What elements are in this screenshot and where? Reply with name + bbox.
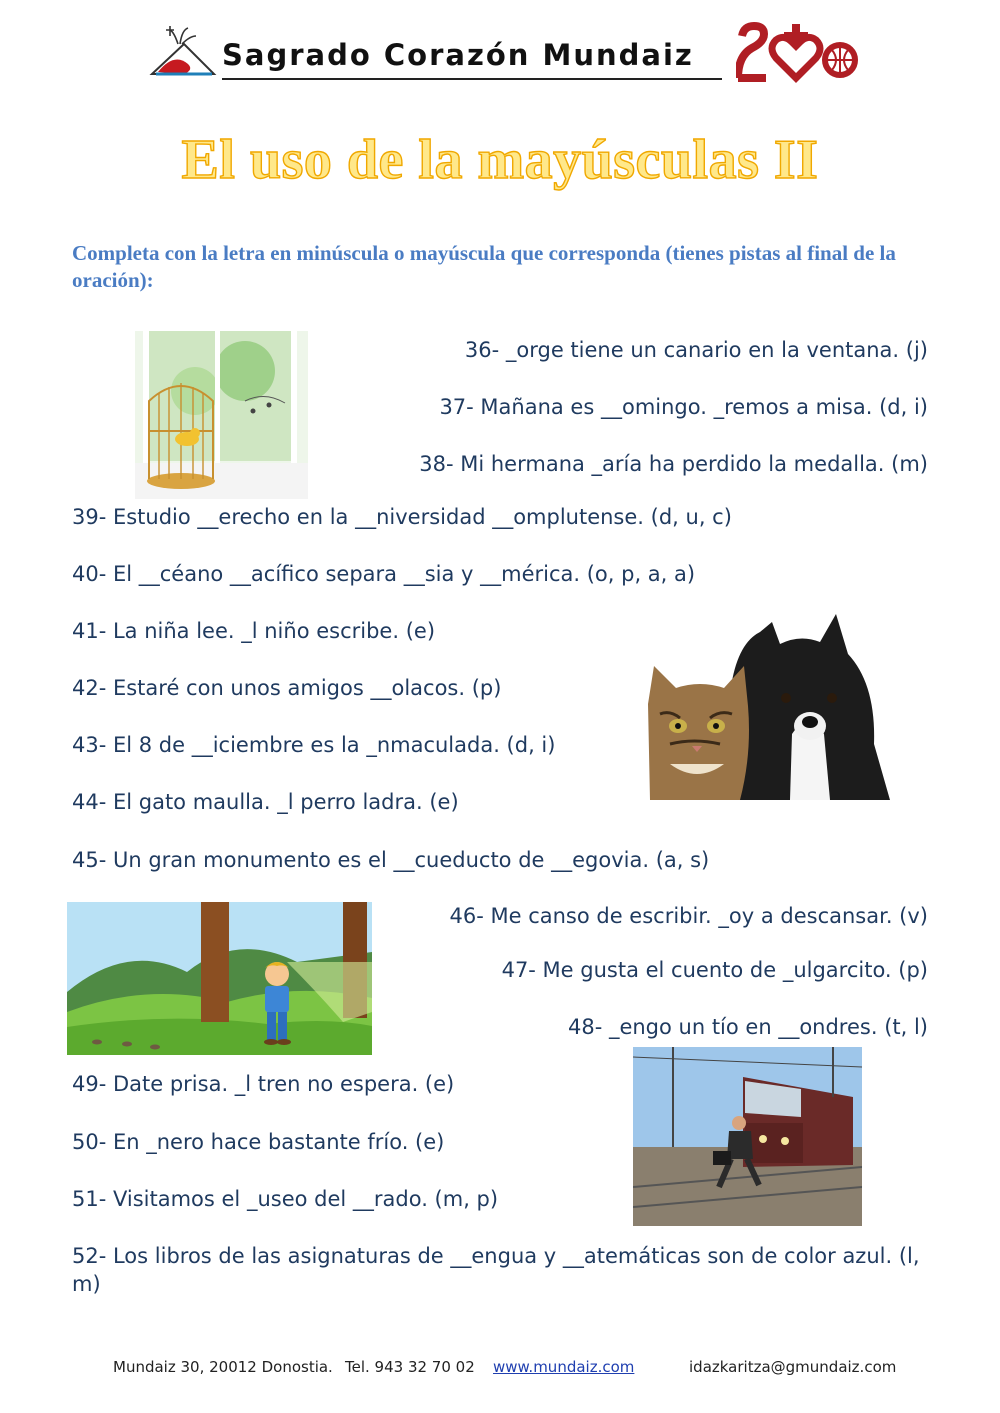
exercise-40: 40- El __céano __acífico separa __sia y __mérica. (o, p, a, a): [72, 562, 696, 586]
exercise-43: 43- El 8 de __iciembre es la _nmaculada. (d, i): [72, 733, 556, 757]
footer-address: Mundaiz 30, 20012 Donostia.: [113, 1358, 333, 1376]
forest-image: [67, 902, 372, 1055]
exercise-48: 48- _engo un tío en __ondres. (t, l): [567, 1015, 928, 1039]
exercise-39: 39- Estudio __erecho en la __niversidad __omplutense. (d, u, c): [72, 505, 732, 529]
exercise-42: 42- Estaré con unos amigos __olacos. (p): [72, 676, 502, 700]
school-name: Sagrado Corazón Mundaiz: [222, 38, 694, 72]
exercise-41: 41- La niña lee. _l niño escribe. (e): [72, 619, 436, 643]
page-title: El uso de la mayúsculas II: [181, 129, 819, 191]
instructions: Completa con la letra en minúscula o mayúscula que corresponda (tienes pistas al final de la oración):: [72, 241, 896, 292]
exercise-51: 51- Visitamos el _useo del __rado. (m, p): [72, 1187, 499, 1211]
exercise-44: 44- El gato maulla. _l perro ladra. (e): [72, 790, 459, 814]
exercise-38: 38- Mi hermana _aría ha perdido la medalla. (m): [419, 452, 928, 476]
exercise-36: 36- _orge tiene un canario en la ventana. (j): [464, 338, 928, 362]
exercise-47: 47- Me gusta el cuento de _ulgarcito. (p): [501, 958, 928, 982]
exercise-46: 46- Me canso de escribir. _oy a descansar. (v): [449, 904, 928, 928]
anniversary-logo: [736, 22, 858, 84]
footer-email: idazkaritza@gmundaiz.com: [689, 1358, 897, 1376]
exercise-49: 49- Date prisa. _l tren no espera. (e): [72, 1072, 455, 1096]
canary-image: [135, 331, 308, 499]
exercise-45: 45- Un gran monumento es el __cueducto de __egovia. (a, s): [72, 848, 710, 872]
exercise-52: 52- Los libros de las asignaturas de __engua y __atemáticas son de color azul. (l, m): [72, 1244, 920, 1296]
school-logo: [148, 24, 218, 84]
train-image: [633, 1047, 862, 1226]
exercise-37: 37- Mañana es __omingo. _remos a misa. (d, i): [439, 395, 928, 419]
pets-image: [640, 614, 894, 800]
footer-phone: Tel. 943 32 70 02: [345, 1358, 475, 1376]
header-divider: [222, 78, 722, 80]
footer-website-link[interactable]: www.mundaiz.com: [493, 1358, 635, 1376]
exercise-50: 50- En _nero hace bastante frío. (e): [72, 1130, 445, 1154]
